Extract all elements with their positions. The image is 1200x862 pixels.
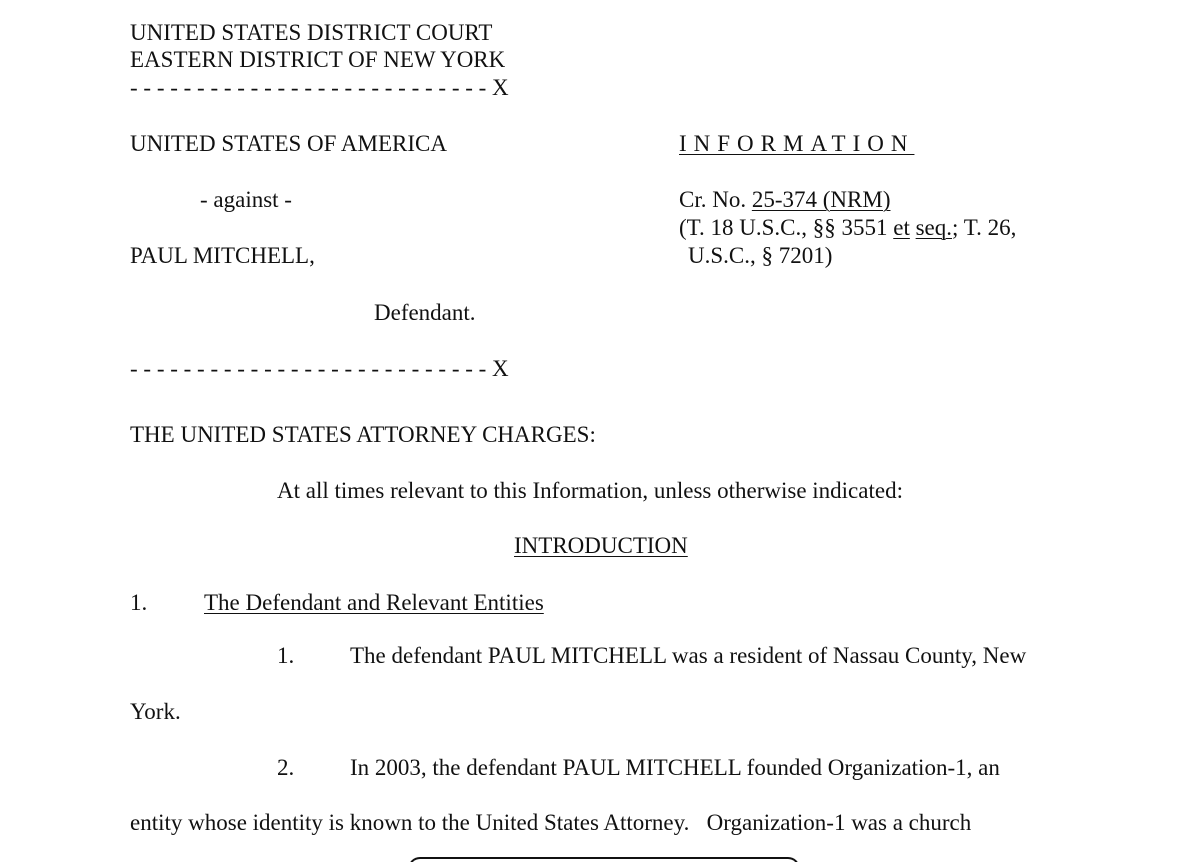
caption-divider-top: - - - - - - - - - - - - - - - - - - - - - - - - - - - X — [130, 75, 509, 100]
subsection-number: 1. — [130, 590, 148, 615]
case-number-line — [679, 188, 890, 211]
court-name: UNITED STATES DISTRICT COURT — [130, 20, 493, 45]
district-name: EASTERN DISTRICT OF NEW YORK — [130, 47, 506, 72]
charges-heading: THE UNITED STATES ATTORNEY CHARGES: — [130, 422, 596, 447]
paragraph-2-line-2: entity whose identity is known to the United States Attorney. Organization-1 was a church — [130, 810, 972, 835]
statute-citation-line-2: U.S.C., § 7201) — [688, 243, 833, 268]
defendant-name: PAUL MITCHELL, — [130, 243, 315, 268]
subsection-title: The Defendant and Relevant Entities — [204, 590, 544, 615]
statute-citation-rest: ; T. 26, — [952, 215, 1017, 240]
paragraph-1-line-2: York. — [130, 699, 181, 724]
defendant-label: Defendant. — [374, 300, 476, 325]
plaintiff-name: UNITED STATES OF AMERICA — [130, 131, 447, 156]
preamble-text: At all times relevant to this Information, unless otherwise indicated: — [277, 478, 903, 503]
versus-label: - against - — [200, 187, 292, 212]
paragraph-2-line-1: In 2003, the defendant PAUL MITCHELL founded Organization-1, an — [350, 755, 1000, 780]
paragraph-2-number: 2. — [277, 755, 295, 780]
paragraph-1-number: 1. — [277, 643, 295, 668]
caption-divider-bottom: - - - - - - - - - - - - - - - - - - - - - - - - - - - X — [130, 356, 509, 381]
citation-et: et — [893, 215, 910, 240]
case-number-prefix: Cr. No. — [679, 187, 747, 212]
section-heading: INTRODUCTION — [514, 533, 688, 558]
case-number: 25-374 (NRM) — [751, 187, 891, 212]
statute-citation-line-1 — [679, 216, 1016, 239]
statute-citation-open: (T. 18 U.S.C., §§ 3551 — [679, 215, 888, 240]
page-bottom-edge-mark — [408, 857, 800, 862]
citation-seq: seq. — [915, 215, 953, 240]
document-type-title: INFORMATION — [679, 131, 915, 156]
paragraph-1-line-1: The defendant PAUL MITCHELL was a resident of Nassau County, New — [350, 643, 1027, 668]
